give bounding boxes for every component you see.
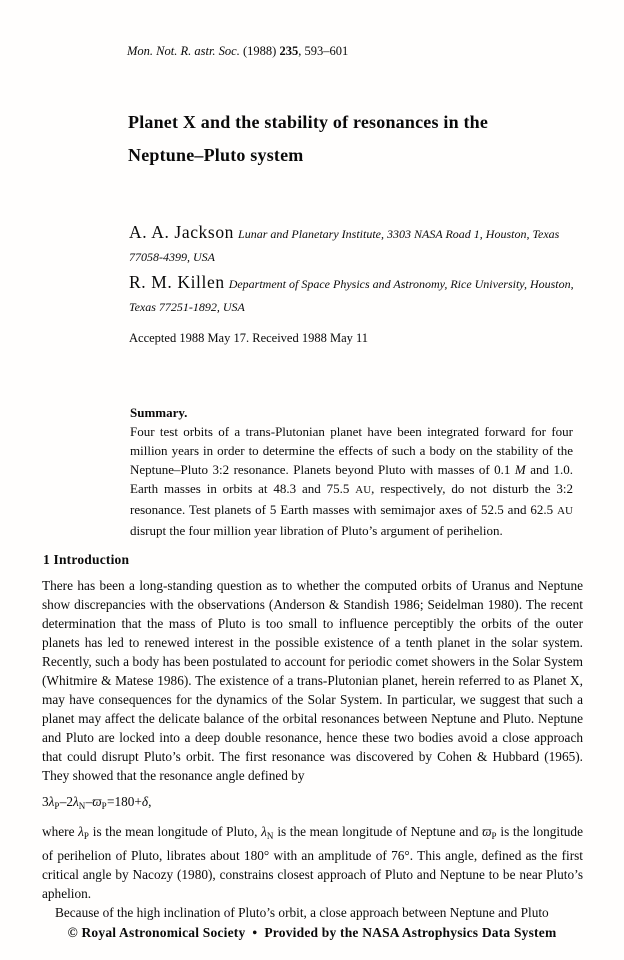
author-entry xyxy=(129,221,581,269)
lambda-symbol: λ xyxy=(78,824,84,839)
neptune-subscript: N xyxy=(78,801,86,811)
ads-copyright-footer xyxy=(0,925,624,941)
neptune-subscript: N xyxy=(266,831,274,841)
journal-volume: 235 xyxy=(279,44,299,58)
text-segment: is the mean longitude of Neptune and xyxy=(273,824,483,839)
title-line-1: Planet X and the stability of resonances in the xyxy=(128,112,489,132)
summary-text xyxy=(130,422,573,540)
copyright-text: © Royal Astronomical Society xyxy=(67,925,246,940)
author-name: A. A. Jackson xyxy=(129,222,235,242)
varpi-symbol: ϖ xyxy=(92,794,102,809)
delta-symbol: δ xyxy=(141,794,149,809)
eq-segment: – xyxy=(85,794,93,809)
journal-reference xyxy=(127,44,348,59)
varpi-symbol: ϖ xyxy=(482,824,492,839)
journal-pages: , 593–601 xyxy=(298,44,349,58)
author-name: R. M. Killen xyxy=(129,272,225,292)
text-segment: is the mean longitude of Pluto, xyxy=(89,824,262,839)
pluto-subscript: P xyxy=(491,831,497,841)
title-line-2: Neptune–Pluto system xyxy=(128,145,304,165)
intro-paragraph-2 xyxy=(42,822,583,903)
au-unit: AU xyxy=(557,505,573,517)
summary-heading: Summary. xyxy=(130,405,188,420)
journal-year: (1988) xyxy=(242,44,280,58)
mass-symbol: M xyxy=(514,462,526,477)
pluto-subscript: P xyxy=(54,801,60,811)
accepted-received-dates: Accepted 1988 May 17. Received 1988 May 11 xyxy=(129,331,369,345)
pluto-subscript: P xyxy=(83,831,90,841)
pluto-subscript: P xyxy=(101,801,107,811)
text-segment: Four test orbits of a trans-Plutonian planet have been integrated forward for four million years in order to determine the effects of such a body on the stability of the Neptune–Pluto 3:2 resonance. Planets beyond Pluto with masses of 0.1 xyxy=(130,424,573,477)
intro-paragraph-3: Because of the high inclination of Pluto’s orbit, a close approach between Neptune and Pluto xyxy=(55,905,549,920)
eq-segment: 3 xyxy=(42,794,49,809)
text-segment: disrupt the four million year libration of Pluto’s argument of perihelion. xyxy=(130,523,503,538)
page-title xyxy=(128,106,488,172)
au-unit: AU xyxy=(355,484,372,496)
section-heading-introduction: 1 Introduction xyxy=(43,552,130,567)
intro-paragraph-1: There has been a long-standing question as to whether the computed orbits of Uranus and Neptune show discrepancies with the observations (Anderson & Standish 1986; Seidelman 1980). The recent determination that the mass of Pluto is too small to influence perceptibly the orbits of the outer planets has led to renewed interest in the possible existence of a tenth planet in the solar system. Recently, such a body has been postulated to account for periodic comet showers in the Solar System (Whitmire & Matese 1986). The existence of a trans-Plutonian planet, herein referred to as Planet X, may have consequences for the dynamics of the Solar System. In particular, we suggest that such a planet may affect the delicate balance of the orbital resonances between Neptune and Pluto. Neptune and Pluto are locked into a deep double resonance, hence these two bodies avoid a close approach that could disrupt Pluto’s orbit. The first resonance was discovered by Cohen & Hubbard (1965). They showed that the resonance angle defined by xyxy=(42,578,583,783)
text-segment: is the longitude of perihelion of Pluto, librates about 180° with an amplitude of 76°. This angle, defined as the first critical angle by Nacozy (1980), constrains closest approach of Pluto and Neptune to be near Pluto’s aphelion. xyxy=(42,824,583,901)
lambda-symbol: λ xyxy=(261,824,267,839)
eq-segment: , xyxy=(148,794,152,809)
eq-segment: =180+ xyxy=(106,794,142,809)
text-segment: where xyxy=(42,824,79,839)
text-segment: , respectively, do not disturb the 3:2 resonance. Test planets of 5 Earth masses with semimajor axes of 52.5 and 62.5 xyxy=(130,481,573,517)
journal-name: Mon. Not. R. astr. Soc. xyxy=(127,44,243,58)
author-affiliation: Lunar and Planetary Institute, 3303 NASA Road 1, Houston, Texas 77058-4399, USA xyxy=(129,227,560,264)
resonance-angle-equation xyxy=(42,792,583,816)
bullet-separator: • xyxy=(252,925,258,940)
text-segment: and 1.0. Earth masses in orbits at 48.3 and 75.5 xyxy=(130,462,573,496)
eq-segment: –2 xyxy=(59,794,74,809)
author-affiliation: Department of Space Physics and Astronomy, Rice University, Houston, Texas 77251-1892, USA xyxy=(129,277,574,314)
provider-text: Provided by the NASA Astrophysics Data System xyxy=(264,925,557,940)
author-entry xyxy=(129,271,581,319)
lambda-symbol: λ xyxy=(73,794,79,809)
author-list xyxy=(129,221,581,321)
summary-section xyxy=(130,403,573,540)
lambda-symbol: λ xyxy=(48,794,55,809)
introduction-body xyxy=(42,576,583,922)
